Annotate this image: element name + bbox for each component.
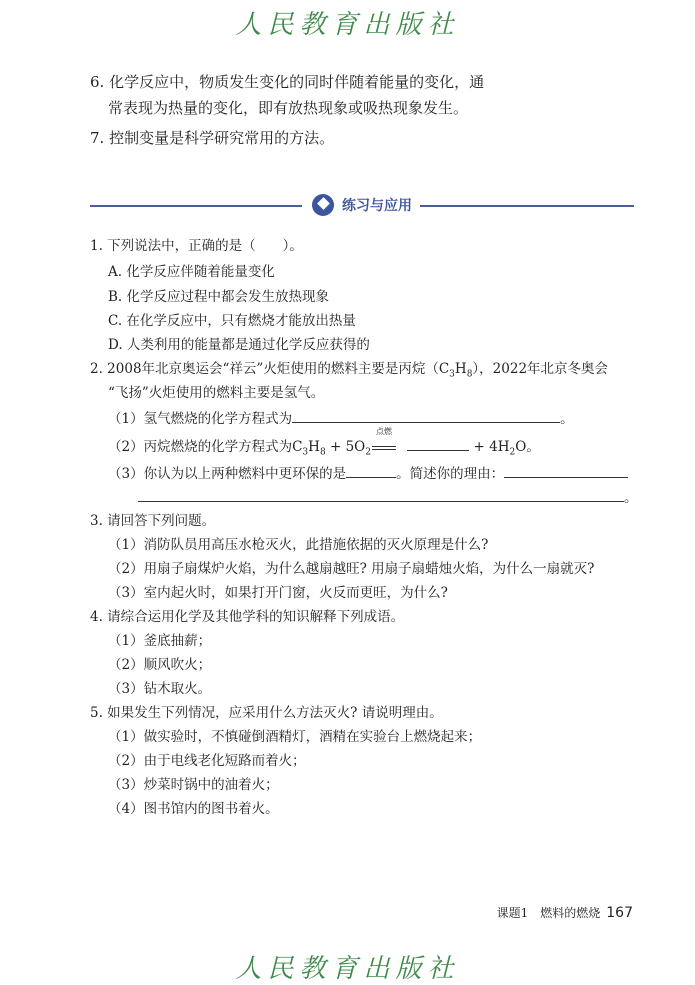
q2-text: 2. 2008年北京奥运会“祥云”火炬使用的燃料主要是丙烷（C: [90, 361, 450, 377]
publisher-logo-bottom: 人民教育出版社: [235, 954, 460, 984]
question-2-sub3: [108, 463, 628, 484]
option-b: B. 化学反应过程中都会发生放热现象: [108, 289, 330, 305]
question-5-sub: （3）炒菜时锅中的油着火；: [108, 777, 279, 793]
q2-sub2-text: H: [308, 439, 320, 455]
question-2-sub3-cont: [138, 487, 638, 508]
q2-sub1-text: （1）氢气燃烧的化学方程式为: [108, 411, 293, 427]
question-5-sub: （2）由于电线老化短路而着火；: [108, 753, 306, 769]
q2-text: ），2022年北京冬奥会: [472, 361, 609, 377]
page-number: 167: [606, 905, 633, 921]
question-2: [90, 359, 608, 385]
question-2-sub2: [108, 427, 540, 463]
chapter-title: 课题1 燃料的燃烧: [496, 906, 601, 920]
question-4-sub: （1）釜底抽薪；: [108, 633, 212, 649]
question-3-sub: （2）用扇子扇煤炉火焰，为什么越扇越旺? 用扇子扇蜡烛火焰，为什么一扇就灭?: [108, 561, 595, 577]
subscript: 3: [449, 369, 455, 380]
subscript: 2: [509, 447, 516, 458]
q2-sub2-text: + 4H: [469, 439, 510, 455]
question-2-cont: “飞扬”火炬使用的燃料主要是氢气。: [108, 385, 325, 401]
subscript: 2: [365, 447, 371, 458]
question-4-sub: （3）钻木取火。: [108, 681, 212, 697]
section-divider-right: [420, 205, 634, 207]
subscript: 8: [466, 369, 473, 380]
subscript: 3: [302, 447, 309, 458]
summary-item-6: 6. 化学反应中，物质发生变化的同时伴随着能量的变化，通: [90, 73, 485, 91]
subscript: 8: [319, 447, 326, 458]
option-c: C. 在化学反应中，只有燃烧才能放出热量: [108, 313, 356, 329]
q2-sub3-text: 。简述你的理由：: [396, 466, 505, 482]
q2-sub2-text: O。: [515, 439, 540, 455]
period: 。: [560, 411, 574, 427]
question-5-sub: （1）做实验时，不慎碰倒酒精灯，酒精在实验台上燃烧起来；: [108, 729, 482, 745]
question-4: 4. 请综合运用化学及其他学科的知识解释下列成语。: [90, 609, 405, 625]
answer-blank[interactable]: [407, 436, 469, 451]
pencil-badge-icon: [312, 194, 334, 216]
question-3-sub: （1）消防队员用高压水枪灭火，此措施依据的灭火原理是什么?: [108, 537, 489, 553]
q2-text: H: [454, 361, 467, 377]
reaction-arrow: [371, 427, 397, 457]
page-footer: [497, 904, 633, 921]
question-2-sub1: [108, 408, 574, 429]
answer-blank[interactable]: [346, 463, 396, 478]
answer-blank[interactable]: [504, 463, 628, 478]
option-d: D. 人类利用的能量都是通过化学反应获得的: [108, 337, 370, 353]
question-3: 3. 请回答下列问题。: [90, 513, 216, 529]
period: 。: [624, 490, 638, 506]
q2-sub2-text: （2）丙烷燃烧的化学方程式为C: [108, 439, 303, 455]
question-5-sub: （4）图书馆内的图书着火。: [108, 801, 279, 817]
question-4-sub: （2）顺风吹火；: [108, 657, 212, 673]
section-header: [312, 194, 412, 216]
option-a: A. 化学反应伴随着能量变化: [108, 264, 275, 280]
q2-sub3-text: （3）你认为以上两种燃料中更环保的是: [108, 466, 347, 482]
answer-blank[interactable]: [292, 408, 560, 423]
section-title: 练习与应用: [342, 198, 412, 214]
summary-item-7: 7. 控制变量是科学研究常用的方法。: [90, 129, 335, 147]
publisher-logo-top: 人民教育出版社: [235, 10, 460, 40]
summary-item-6-cont: 常表现为热量的变化，即有放热现象或吸热现象发生。: [108, 99, 469, 117]
answer-blank[interactable]: [138, 487, 624, 502]
question-1: 1. 下列说法中，正确的是（ ）。: [90, 238, 303, 254]
question-3-sub: （3）室内起火时，如果打开门窗，火反而更旺，为什么?: [108, 585, 448, 601]
reaction-condition: 点燃: [375, 427, 392, 436]
q2-sub2-text: + 5O: [325, 439, 366, 455]
question-5: 5. 如果发生下列情况，应采用什么方法灭火? 请说明理由。: [90, 705, 443, 721]
section-divider-left: [90, 205, 302, 207]
